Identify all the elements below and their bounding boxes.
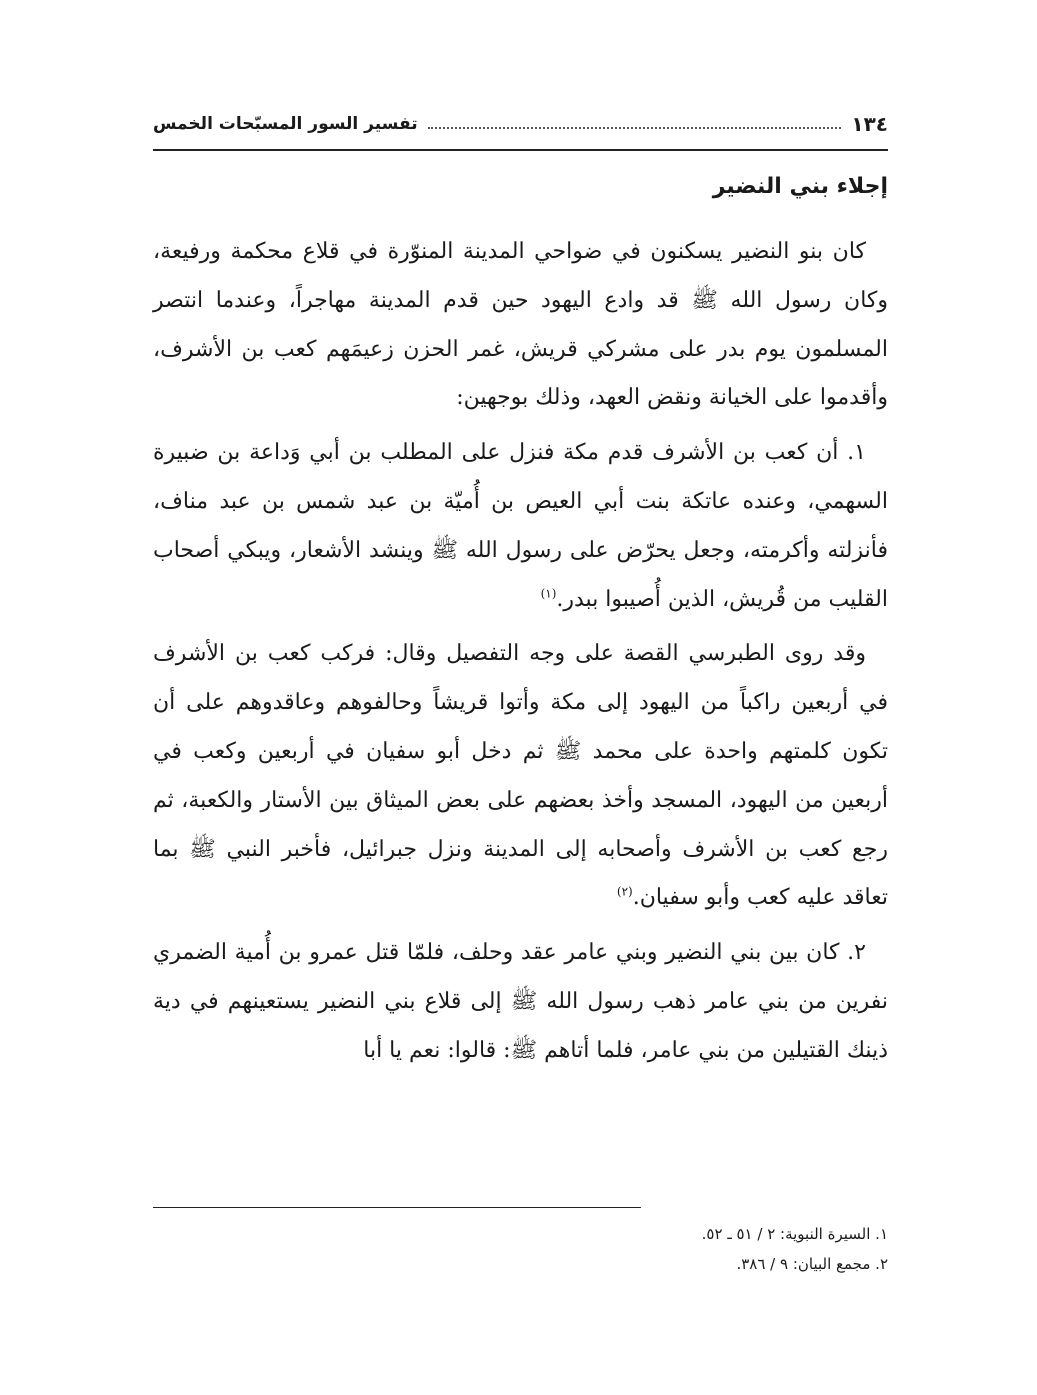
document-page [153, 0, 888, 1395]
footnote-1: ١. السيرة النبوية: ٢ / ٥١ ـ ٥٢. [701, 1225, 888, 1243]
footnote-2: ٢. مجمع البيان: ٩ / ٣٨٦. [736, 1255, 888, 1273]
footnotes [702, 1219, 888, 1279]
footnote-ref-1: (١) [540, 586, 557, 601]
footnote-ref-2: (٢) [616, 885, 633, 900]
running-header [153, 106, 888, 142]
section-title: إجلاء بني النضير [712, 174, 888, 199]
paragraph-intro: كان بنو النضير يسكنون في ضواحي المدينة المنوّرة في قلاع محكمة ورفيعة، وكان رسول الله ﷺ قد وادع اليهود حين قدم المدينة مهاجراً، وعندما انتصر المسلمون يوم بدر على مشركي قريش، غمر الحزن زعيمَهم كعب بن الأشرف، وأقدموا على الخيانة ونقض العهد، وذلك بوجهين: [153, 239, 888, 411]
paragraph-tabarsi: وقد روى الطبرسي القصة على وجه التفصيل وقال: فركب كعب بن الأشرف في أربعين راكباً من اليهود إلى مكة وأتوا قريشاً وحالفوهم وعاقدوهم على أن تكون كلمتهم واحدة على محمد ﷺ ثم دخل أبو سفيان في أربعين وكعب في أربعين من اليهود، المسجد وأخذ بعضهم على بعض الميثاق بين الأستار والكعبة، ثم رجع كعب بن الأشرف وأصحابه إلى المدينة ونزل جبرائيل، فأخبر النبي ﷺ بما تعاقد عليه كعب وأبو سفيان.$^{(٢)}$ [153, 641, 888, 911]
paragraph-item-2: ٢. كان بين بني النضير وبني عامر عقد وحلف، فلمّا قتل عمرو بن أُمية الضمري نفرين من بني عامر ذهب رسول الله ﷺ إلى قلاع بني النضير يستعينهم في دية ذينك القتيلين من بني عامر، فلما أتاهم ﷺ: قالوا: نعم يا أبا [153, 940, 888, 1063]
footnote-rule [153, 1207, 641, 1208]
body-text [153, 228, 888, 1082]
paragraph-item-1: ١. أن كعب بن الأشرف قدم مكة فنزل على المطلب بن أبي وَداعة بن ضبيرة السهمي، وعنده عاتكة بنت أبي العيص بن أُميّة بن عبد شمس بن عبد مناف، فأنزلته وأكرمته، وجعل يحرّض على رسول الله ﷺ وينشد الأشعار، ويبكي أصحاب القليب من قُريش، الذين أُصيبوا ببدر.$^{(١)}$ [153, 440, 888, 612]
header-leader-dots [428, 127, 842, 129]
book-title: تفسير السور المسبّحات الخمس [153, 114, 418, 134]
header-rule [153, 149, 888, 151]
page-number: ١٣٤ [851, 112, 888, 136]
